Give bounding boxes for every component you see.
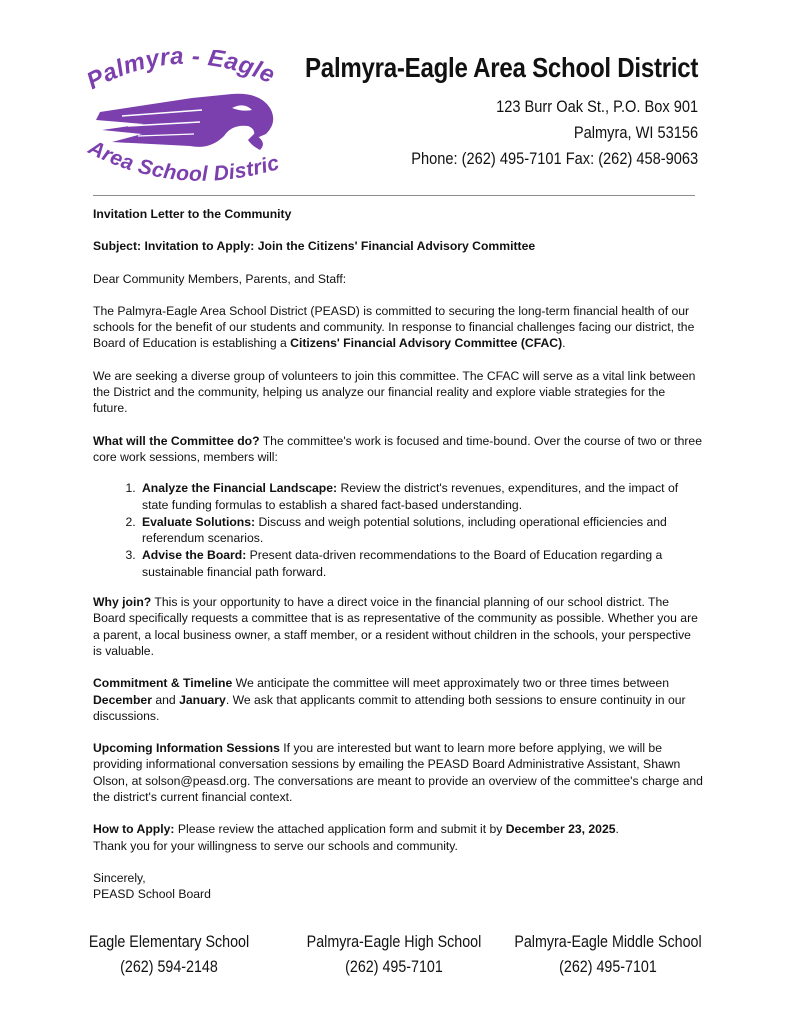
school-name: Palmyra-Eagle High School [306,932,482,951]
school-high [274,930,514,980]
why-join-paragraph: Why join? This is your opportunity to have a direct voice in the financial planning of our school district. The Board specifically requests a committee that is as representative of the community as possible. Whether you are a parent, a local business owner, a staff member, or a resident without children in the schools, your perspective is valuable. [93,595,698,658]
logo-line2: Area School Distric [84,136,282,186]
letter-heading: Invitation Letter to the Community [93,207,292,221]
header-divider [93,195,695,196]
list-item: 3. Advise the Board: Present data-driven recommendations to the Board of Education regarding a sustainable financial path forward. [139,547,703,580]
letter-subject: Subject: Invitation to Apply: Join the Citizens' Financial Advisory Committee [93,239,536,254]
committee-role-paragraph: What will the Committee do? The committee's work is focused and time-bound. Over the course of two or three core work sessions, members will: [93,433,702,464]
school-middle [488,930,728,980]
letter-body [93,206,703,903]
school-phone: (262) 495-7101 [559,957,657,976]
address-line-1: 123 Burr Oak St., P.O. Box 901 [495,97,698,116]
signature: PEASD School Board [93,887,211,902]
seeking-paragraph: We are seeking a diverse group of volunteers to join this committee. The CFAC will serve as a vital link between the District and the community, helping us analyze our financial reality and explore viable strategies for the future. [93,368,696,416]
task-list [93,480,703,580]
school-phone: (262) 594-2148 [120,957,218,976]
footer-schools [0,930,791,990]
thanks-line: Thank you for your willingness to serve our schools and community. [93,838,458,853]
sessions-paragraph: Upcoming Information Sessions If you are interested but want to learn more before applying, we will be providing informational conversation sessions by emailing the PEASD Board Administrative Assistant, Shawn Olson, at solson@peasd.org. The conversations are meant to provide an overview of the committee's charge and the district's current financial context. [93,741,703,805]
intro-paragraph: The Palmyra-Eagle Area School District (PEASD) is committed to securing the long-term financial health of our schools for the benefit of our students and community. In response to financial challenges facing our district, the Board of Education is establishing a Citizens' Financial Advisory Committee (CFAC). [93,303,695,351]
address-line-2: Palmyra, WI 53156 [573,123,698,142]
district-name: Palmyra-Eagle Area School District [304,52,698,83]
list-item: 1. Analyze the Financial Landscape: Review the district's revenues, expenditures, and the impact of state funding formulas to establish a shared fact-based understanding. [139,480,703,513]
apply-paragraph: How to Apply: Please review the attached application form and submit it by December 23, 2025. [93,822,619,837]
logo-line1: Palmyra - Eagle [82,50,280,96]
school-name: Eagle Elementary School [88,932,250,951]
commitment-paragraph: Commitment & Timeline We anticipate the committee will meet approximately two or three times between December and January. We ask that applicants commit to attending both sessions to ensure continuity in our discussions. [93,676,686,723]
phone-fax: Phone: (262) 495-7101 Fax: (262) 458-9063 [411,149,698,168]
list-item: 2. Evaluate Solutions: Discuss and weigh potential solutions, including operational efficiencies and referendum scenarios. [139,514,703,547]
school-phone: (262) 495-7101 [345,957,443,976]
school-name: Palmyra-Eagle Middle School [514,932,702,951]
closing: Sincerely, [93,870,146,885]
salutation: Dear Community Members, Parents, and Staff: [93,271,347,286]
letterhead [241,52,698,172]
school-eagle-elementary [49,930,289,980]
